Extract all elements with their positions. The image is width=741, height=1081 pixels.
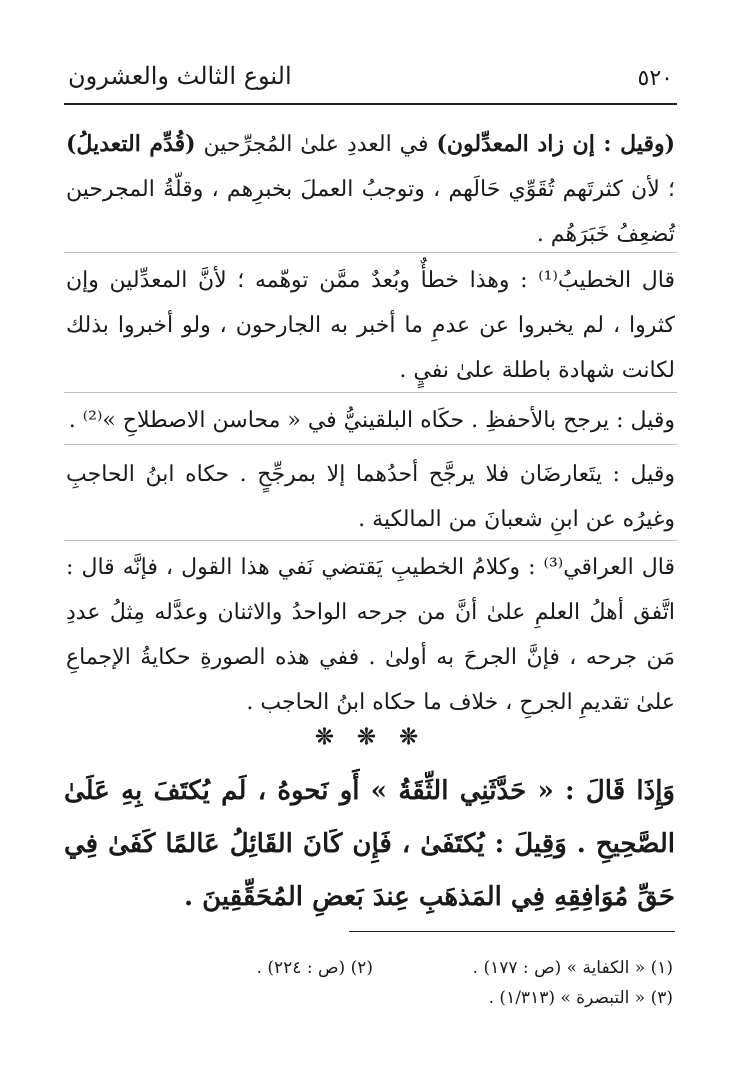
footnote-1: (١) « الكفاية » (ص : ١٧٧) .: [472, 958, 673, 978]
chapter-title: النوع الثالث والعشرون: [68, 62, 292, 90]
section-divider: [64, 444, 677, 445]
paragraph-3: وقيل : يرجح بالأحفظِ . حكَاه البلقينيُّ في « محاسن الاصطلاحِ »⁽²⁾ .: [68, 408, 675, 433]
section-divider: [64, 540, 677, 541]
paragraph-1-bold: (قُدِّم التعديلُ): [66, 131, 196, 157]
matn-text: وَإِذَا قَالَ : « حَدَّثَنِي الثِّقَةُ » أَو نَحوهُ ، لَم يُكتَفَ بِهِ عَلَىٰ الصَّحِيحِ . وَقِيلَ : يُكتَفَىٰ ، فَإِن كَانَ القَائِلُ عَالمًا كَفَىٰ فِي حَقِّ مُوَافِقِهِ فِي المَذهَبِ عِندَ بَعضِ المُحَقِّقِينَ .: [64, 776, 675, 912]
page-header: [68, 58, 673, 98]
page-number: ٥٢٠: [637, 66, 673, 91]
paragraph-2: قال الخطيبُ⁽¹⁾ : وهذا خطأٌ وبُعدٌ ممَّن توهّمه ؛ لأنَّ المعدِّلين وإن كثروا ، لم يخبروا عن عدمِ ما أخبر به الجارحون ، ولو أخبروا بذلك لكانت شهادة باطلة علىٰ نفيٍ .: [66, 268, 675, 383]
paragraph-1-mid: في العددِ علىٰ المُجرِّحين: [195, 132, 437, 157]
paragraph-5: قال العراقي⁽³⁾ : وكلامُ الخطيبِ يَقتضي نَفي هذا القول ، فإنَّه قال : اتَّفق أهلُ العلمِ علىٰ أنَّ من جرحه الواحدُ والاثنان وعدَّله مِثلُ عددِ مَن جرحه ، فإنَّ الجرحَ به أولىٰ . ففي هذه الصورةِ حكايةُ الإجماعِ علىٰ تقديمِ الجرحِ ، خلاف ما حكاه ابنُ الحاجب .: [66, 555, 675, 715]
paragraph-1-rest: ؛ لأن كثرتَهم تُقَوِّي حَالَهم ، وتوجبُ العملَ بخبرِهم ، وقلّةُ المجرحين تُضعِفُ خَبَرَهُم .: [66, 177, 675, 247]
header-rule: [64, 103, 677, 105]
paragraph-1: [66, 122, 675, 257]
footnote-2: (٢) (ص : ٢٢٤) .: [256, 958, 373, 978]
section-divider: [64, 252, 677, 253]
paragraph-1-lead: (وقيل : إن زاد المعدِّلون): [436, 131, 676, 157]
section-stars: ❊ ❊ ❊: [315, 724, 426, 750]
footnote-rule: [349, 931, 675, 932]
section-divider: [64, 392, 677, 393]
paragraph-4: وقيل : يتَعارضَان فلا يرجَّح أحدُهما إلا بمرجِّحٍ . حكاه ابنُ الحاجبِ وغيرُه عن ابنِ شعبانَ من المالكية .: [66, 462, 675, 532]
footnote-3: (٣) « التبصرة » (١/٣١٣) .: [488, 988, 673, 1008]
